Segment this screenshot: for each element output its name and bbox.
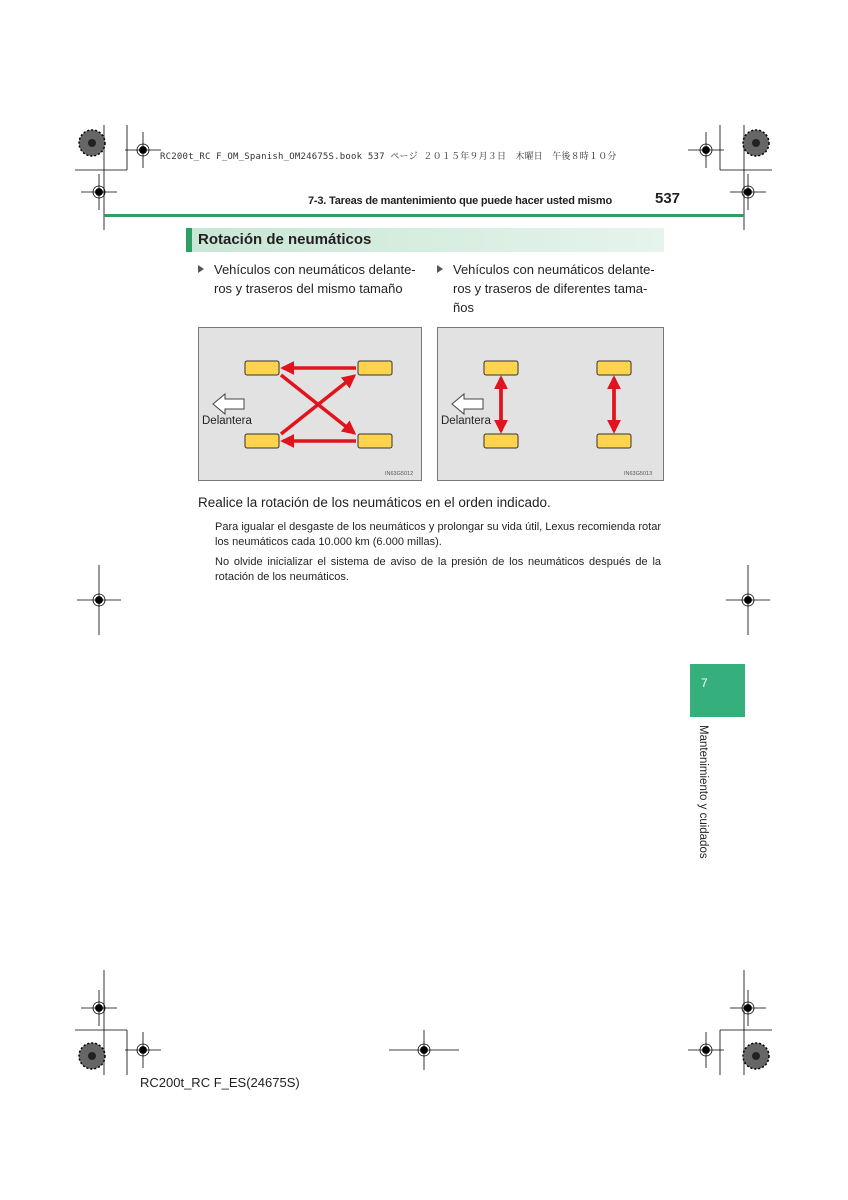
- figure-code: IN63G5013: [624, 471, 653, 477]
- tire-front-left: [245, 361, 279, 375]
- header-rule: [104, 214, 744, 217]
- tire-rear-left: [358, 361, 392, 375]
- tire-rear-right: [597, 434, 631, 448]
- print-info: RC200t_RC F_OM_Spanish_OM24675S.book 537 ページ ２０１５年９月３日 木曜日 午後８時１０分: [160, 152, 617, 162]
- bullet-different-size: [437, 260, 667, 320]
- bullet-same-size: [198, 260, 428, 300]
- footer-code: RC200t_RC F_ES(24675S): [140, 1075, 300, 1090]
- section-header: 7-3. Tareas de mantenimiento que puede hacer usted mismo: [308, 195, 613, 207]
- front-arrow-icon: [213, 394, 244, 414]
- bullet-triangle-icon: [198, 265, 204, 273]
- page-title: Rotación de neumáticos: [198, 231, 372, 248]
- tire-rear-right: [358, 434, 392, 448]
- bullet-text: Vehículos con neumáticos delante- ros y traseros de diferentes tama- ños: [453, 262, 655, 315]
- chapter-tab: [690, 664, 745, 717]
- figure-cross-rotation: [198, 327, 422, 481]
- title-bar: [186, 228, 664, 252]
- bullet-triangle-icon: [437, 265, 443, 273]
- title-accent: [186, 228, 192, 252]
- front-label: Delantera: [441, 415, 491, 427]
- front-arrow-icon: [452, 394, 483, 414]
- tire-front-left: [484, 361, 518, 375]
- page-number: 537: [655, 190, 681, 207]
- tire-front-right: [245, 434, 279, 448]
- note-1: Para igualar el desgaste de los neumáticos y prolongar su vida útil, Lexus recomienda rotar los neumáticos cada 10.000 km (6.000 millas).: [215, 521, 661, 548]
- front-label: Delantera: [202, 415, 252, 427]
- figure-code: IN63G5012: [385, 471, 414, 477]
- main-text: Realice la rotación de los neumáticos en el orden indicado.: [198, 495, 551, 510]
- bullet-text: Vehículos con neumáticos delante- ros y traseros del mismo tamaño: [214, 262, 416, 296]
- figure-front-rear-rotation: [437, 327, 664, 481]
- chapter-number: 7: [701, 676, 708, 690]
- tire-rear-left: [597, 361, 631, 375]
- chapter-label: Mantenimiento y cuidados: [697, 725, 709, 859]
- tire-front-right: [484, 434, 518, 448]
- note-2: No olvide inicializar el sistema de aviso de la presión de los neumáticos después de la rotación de los neumáticos.: [215, 556, 661, 583]
